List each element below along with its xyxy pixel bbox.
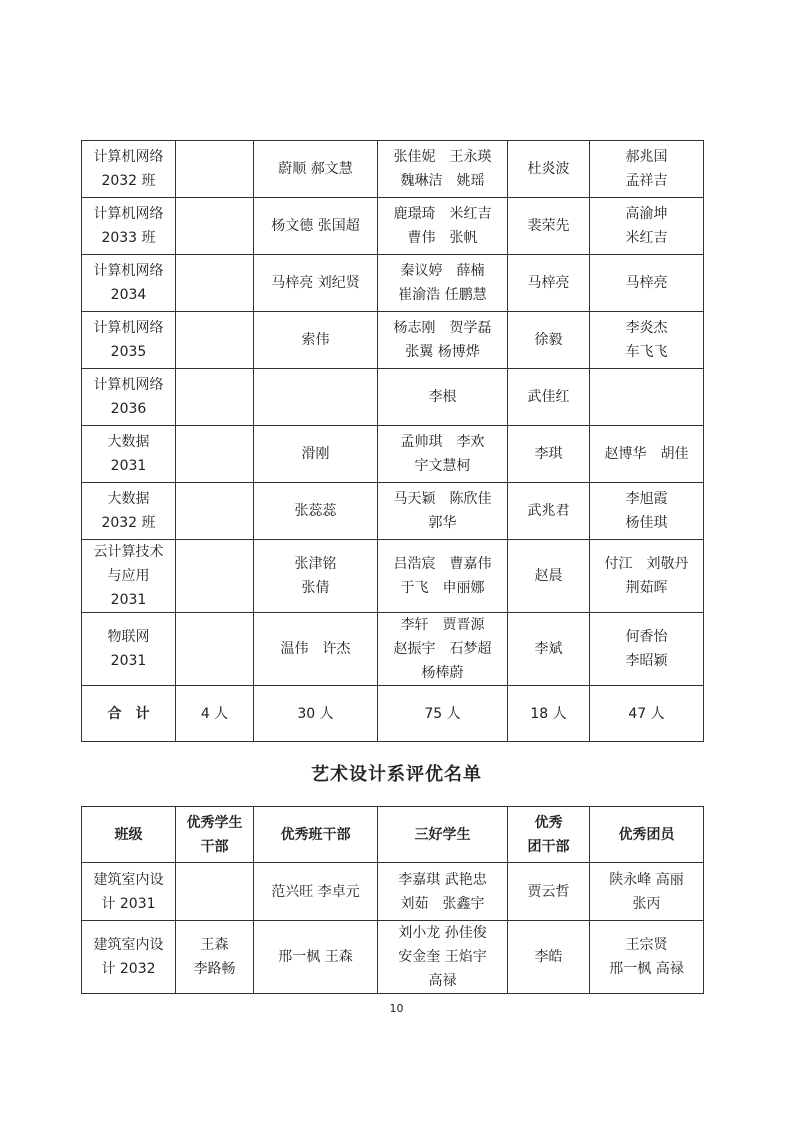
table-cell: 滑刚 (254, 426, 378, 483)
table-row (82, 613, 704, 686)
table-cell: 高渝坤 米红吉 (590, 198, 704, 255)
table-cell: 李斌 (508, 613, 590, 686)
total-row (82, 686, 704, 742)
total-label: 合 计 (82, 686, 176, 742)
total-cell: 75 人 (378, 686, 508, 742)
table-row (82, 863, 704, 921)
column-header: 优秀班干部 (254, 807, 378, 863)
table-cell: 计算机网络 2033 班 (82, 198, 176, 255)
table-row (82, 312, 704, 369)
table-row (82, 369, 704, 426)
table-cell: 郝兆国 孟祥吉 (590, 141, 704, 198)
table-cell: 李琪 (508, 426, 590, 483)
table-cell: 建筑室内设 计 2031 (82, 863, 176, 921)
table-cell: 孟帅琪 李欢 宇文慧柯 (378, 426, 508, 483)
table-cell (176, 426, 254, 483)
table-cell: 大数据 2032 班 (82, 483, 176, 540)
table-cell: 赵晨 (508, 540, 590, 613)
table-cell: 计算机网络 2036 (82, 369, 176, 426)
table-cell: 云计算技术 与应用 2031 (82, 540, 176, 613)
total-cell: 4 人 (176, 686, 254, 742)
column-header: 三好学生 (378, 807, 508, 863)
table-cell (176, 483, 254, 540)
table-cell: 张蕊蕊 (254, 483, 378, 540)
table-cell: 计算机网络 2034 (82, 255, 176, 312)
table-cell: 李皓 (508, 921, 590, 994)
table-cell: 武佳红 (508, 369, 590, 426)
section-title: 艺术设计系评优名单 (311, 764, 482, 785)
table-cell (176, 540, 254, 613)
column-header: 优秀学生 干部 (176, 807, 254, 863)
table-cell: 赵博华 胡佳 (590, 426, 704, 483)
table-cell: 杜炎波 (508, 141, 590, 198)
table-cell: 陕永峰 高丽 张丙 (590, 863, 704, 921)
table-cell (176, 198, 254, 255)
column-header: 优秀团员 (590, 807, 704, 863)
table-cell (176, 255, 254, 312)
table-row (82, 540, 704, 613)
table-cell: 马梓亮 (508, 255, 590, 312)
table-cell: 李根 (378, 369, 508, 426)
table-cell: 张津铭 张倩 (254, 540, 378, 613)
table-cell: 计算机网络 2035 (82, 312, 176, 369)
table-row (82, 426, 704, 483)
table-cell: 付江 刘敬丹 荆茹晖 (590, 540, 704, 613)
table-cell: 贾云哲 (508, 863, 590, 921)
table-cell: 鹿璟琦 米红吉 曹伟 张帆 (378, 198, 508, 255)
table-cell: 杨文德 张国超 (254, 198, 378, 255)
table-cell: 建筑室内设 计 2032 (82, 921, 176, 994)
table-cell: 徐毅 (508, 312, 590, 369)
column-header: 优秀 团干部 (508, 807, 590, 863)
table-cell: 吕浩宸 曹嘉伟 于飞 申丽娜 (378, 540, 508, 613)
table-cell: 杨志刚 贺学磊 张翼 杨博烨 (378, 312, 508, 369)
table-row (82, 141, 704, 198)
table-cell: 大数据 2031 (82, 426, 176, 483)
table-cell (176, 141, 254, 198)
table-cell: 计算机网络 2032 班 (82, 141, 176, 198)
table-cell: 马天颖 陈欣佳 郭华 (378, 483, 508, 540)
table-row (82, 198, 704, 255)
table-cell: 王宗贤 邢一枫 高禄 (590, 921, 704, 994)
table-header-row (82, 807, 704, 863)
table-cell: 李嘉琪 武艳忠 刘茹 张鑫宇 (378, 863, 508, 921)
table-cell: 李炎杰 车飞飞 (590, 312, 704, 369)
table-cell: 李旭霞 杨佳琪 (590, 483, 704, 540)
total-cell: 47 人 (590, 686, 704, 742)
table-cell: 范兴旺 李卓元 (254, 863, 378, 921)
table-cell: 马梓亮 (590, 255, 704, 312)
table-cell: 秦议婷 薛楠 崔渝浩 任鹏慧 (378, 255, 508, 312)
table-row (82, 921, 704, 994)
table-cell (254, 369, 378, 426)
table-cell: 物联网 2031 (82, 613, 176, 686)
table-cell (176, 369, 254, 426)
class-awards-table-1 (81, 140, 704, 742)
table-cell (590, 369, 704, 426)
table-cell: 索伟 (254, 312, 378, 369)
table-cell (176, 312, 254, 369)
table-cell: 刘小龙 孙佳俊 安金奎 王焰宇 高禄 (378, 921, 508, 994)
table-row (82, 483, 704, 540)
table-cell: 李轩 贾晋源 赵振宇 石梦超 杨棒蔚 (378, 613, 508, 686)
page-number: 10 (389, 1002, 404, 1015)
table-cell: 武兆君 (508, 483, 590, 540)
table-row (82, 255, 704, 312)
table-cell: 何香怡 李昭颖 (590, 613, 704, 686)
table-cell: 王森 李路畅 (176, 921, 254, 994)
total-cell: 30 人 (254, 686, 378, 742)
table-cell: 温伟 许杰 (254, 613, 378, 686)
table-cell: 裴荣先 (508, 198, 590, 255)
column-header: 班级 (82, 807, 176, 863)
art-design-awards-table (81, 806, 704, 994)
table-cell: 马梓亮 刘纪贤 (254, 255, 378, 312)
table-cell (176, 613, 254, 686)
table-cell: 邢一枫 王森 (254, 921, 378, 994)
total-cell: 18 人 (508, 686, 590, 742)
table-cell: 蔚顺 郝文慧 (254, 141, 378, 198)
table-cell (176, 863, 254, 921)
table-cell: 张佳妮 王永瑛 魏琳洁 姚瑶 (378, 141, 508, 198)
